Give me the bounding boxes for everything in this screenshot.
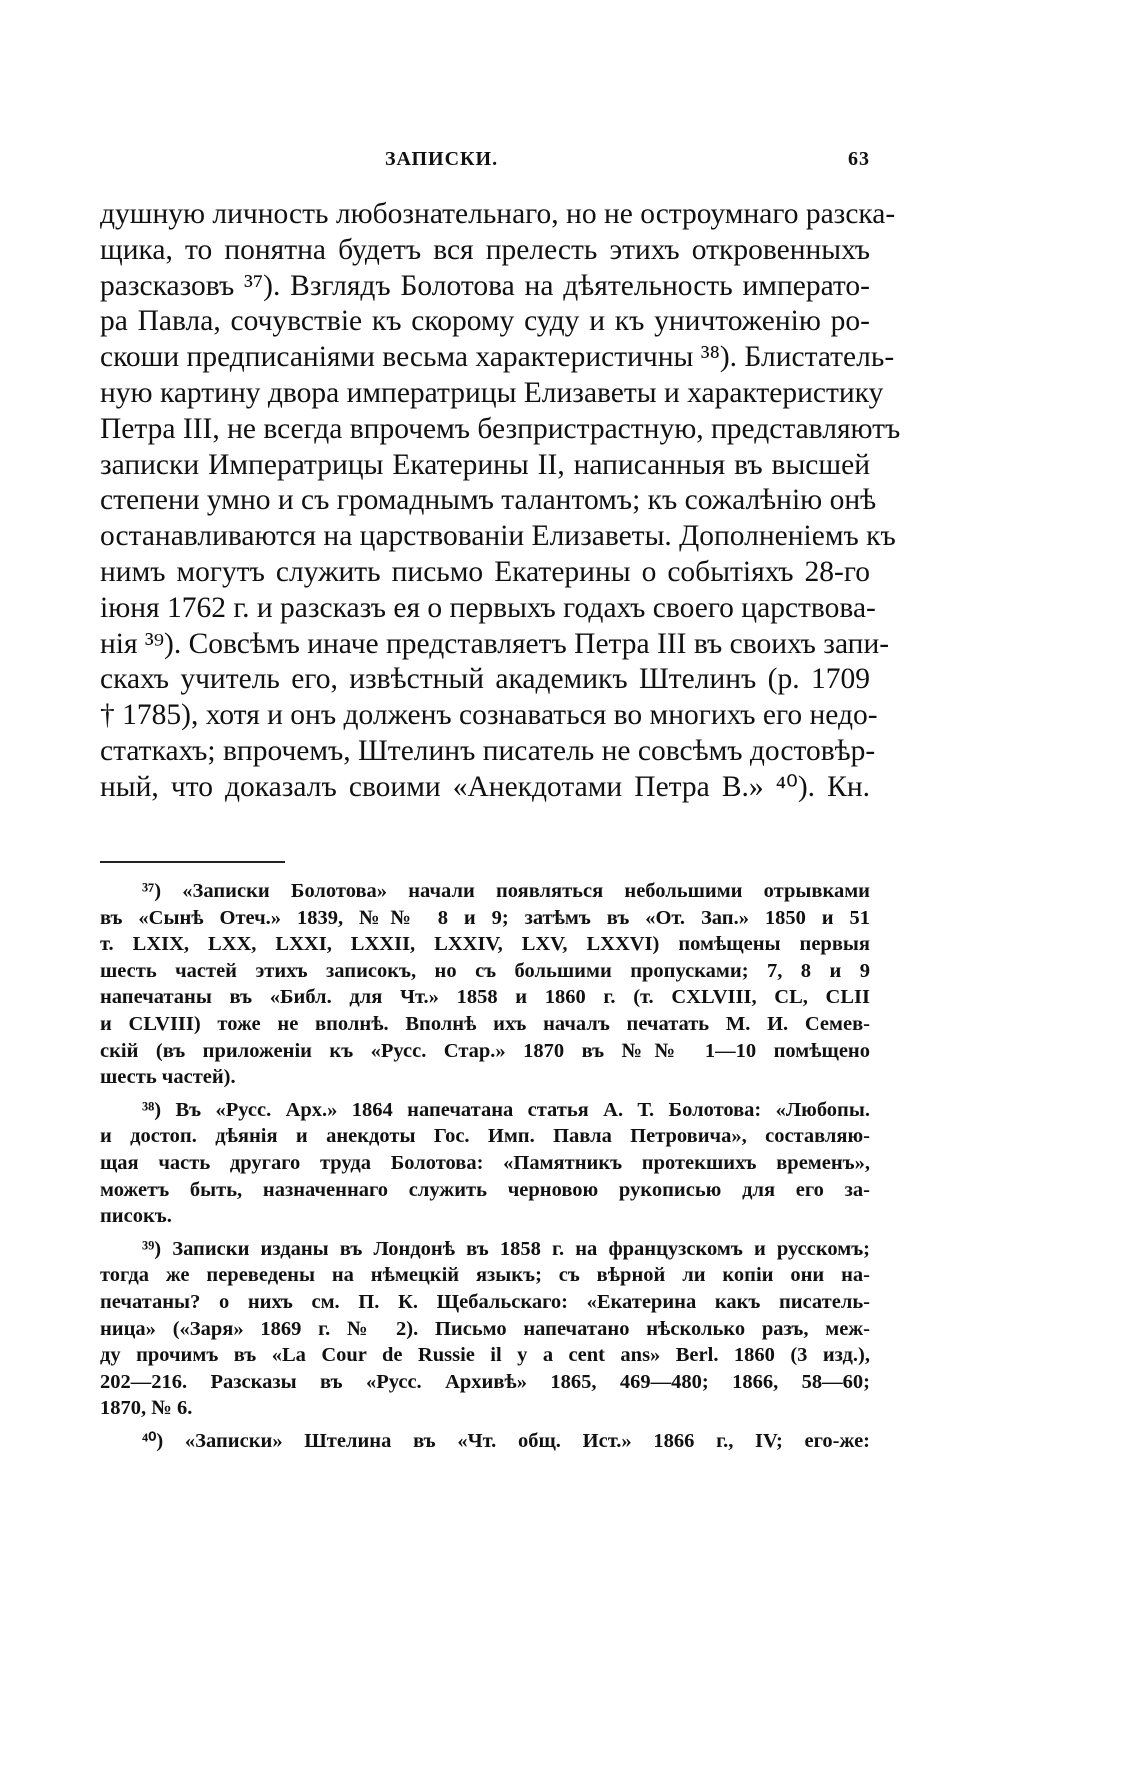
footnote-line: ³⁷) «Записки Болотова» начали появляться небольшими отрывками <box>142 880 870 902</box>
footnote-line: т. LXIX, LXX, LXXI, LXXII, LXXIV, LXV, LXXVI) помѣщены первыя <box>100 933 870 956</box>
footnote-line: ³⁹) Записки изданы въ Лондонѣ въ 1858 г. на французскомъ и русскомъ; <box>142 1237 870 1260</box>
footnote-line: можетъ быть, назначеннаго служить черновою рукописью для его за- <box>100 1178 870 1201</box>
text-line: записки Императрицы Екатерины II, написанныя въ высшей <box>100 448 870 481</box>
text-line: душную личность любознательнаго, но не остроумнаго разска- <box>100 198 896 230</box>
footnote-38 <box>100 1097 870 1230</box>
text-line: нія ³⁹). Совсѣмъ иначе представляетъ Петра III въ своихъ запи- <box>100 627 890 660</box>
text-line: ра Павла, сочувствіе къ скорому суду и къ уничтоженію ро- <box>100 305 870 338</box>
text-line: степени умно и съ громаднымъ талантомъ; къ сожалѣнію онѣ <box>100 484 877 517</box>
footnote-39 <box>100 1236 870 1422</box>
text-line: скоши предписаніями весьма характеристичны ³⁸). Блистатель- <box>100 341 895 374</box>
footnote-line: скій (въ приложеніи къ «Русс. Стар.» 1870 въ №№ 1—10 помѣщено <box>100 1039 870 1062</box>
footnote-line: щая часть другаго труда Болотова: «Памятникъ протекшихъ временъ», <box>100 1151 870 1174</box>
text-line: † 1785), хотя и онъ долженъ сознаваться во многихъ его недо- <box>100 699 878 732</box>
text-line: ный, что доказалъ своими «Анекдотами Петра В.» ⁴⁰). Кн. <box>100 770 870 803</box>
footnote-line: и CLVIII) тоже не вполнѣ. Вполнѣ ихъ началъ печатать М. И. Семев- <box>100 1012 870 1035</box>
text-line: ную картину двора императрицы Елизаветы и характеристику <box>100 376 884 409</box>
footnote-line: ⁴⁰) «Записки» Штелина въ «Чт. общ. Ист.» 1866 г., IV; его-же: <box>142 1429 870 1452</box>
text-line: нимъ могутъ служить письмо Екатерины о событіяхъ 28-го <box>100 555 870 588</box>
footnote-line: 202—216. Разсказы въ «Русс. Архивѣ» 1865, 469—480; 1866, 58—60; <box>100 1370 870 1393</box>
text-line: щика, то понятна будетъ вся прелесть этихъ откровенныхъ <box>100 233 870 266</box>
text-line: Петра III, не всегда впрочемъ безпристрастную, представляютъ <box>100 412 901 445</box>
footnote-separator <box>100 861 285 863</box>
text-line: статкахъ; впрочемъ, Штелинъ писатель не совсѣмъ достовѣр- <box>100 734 876 767</box>
footnote-line: и достоп. дѣянія и анекдоты Гос. Имп. Павла Петровича», составляю- <box>100 1125 870 1148</box>
footnote-line: печатаны? о нихъ см. П. К. Щебальскаго: «Екатерина какъ писатель- <box>100 1290 870 1313</box>
footnotes <box>100 878 870 1460</box>
text-line: останавливаются на царствованіи Елизаветы. Дополненіемъ къ <box>100 520 896 553</box>
text-line: скахъ учитель его, извѣстный академикъ Штелинъ (р. 1709 <box>100 663 870 696</box>
footnote-line: ³⁸) Въ «Русс. Арх.» 1864 напечатана статья А. Т. Болотова: «Любопы. <box>142 1098 870 1121</box>
footnote-line: шесть частей). <box>100 1066 236 1089</box>
footnote-line: 1870, № 6. <box>100 1397 193 1420</box>
footnote-line: ница» («Заря» 1869 г. № 2). Письмо напечатано нѣсколько разъ, меж- <box>100 1317 870 1340</box>
footnote-line: писокъ. <box>100 1205 172 1228</box>
footnote-line: въ «Сынѣ Отеч.» 1839, №№ 8 и 9; затѣмъ въ «От. Зап.» 1850 и 51 <box>100 906 870 929</box>
footnote-line: ду прочимъ въ «La Cour de Russie il y a cent ans» Berl. 1860 (3 изд.), <box>100 1344 870 1367</box>
footnote-line: напечатаны въ «Библ. для Чт.» 1858 и 1860 г. (т. CXLVIII, CL, CLII <box>100 986 870 1009</box>
page-number: 63 <box>848 148 870 170</box>
footnote-line: тогда же переведены на нѣмецкій языкъ; съ вѣрной ли копіи они на- <box>100 1264 870 1287</box>
footnote-37 <box>100 878 870 1091</box>
text-line: іюня 1762 г. и разсказъ ея о первыхъ годахъ своего царствова- <box>100 591 876 624</box>
main-text <box>100 197 901 806</box>
footnote-40 <box>100 1428 870 1455</box>
running-title: ЗАПИСКИ. <box>385 148 499 170</box>
text-line: разсказовъ ³⁷). Взглядъ Болотова на дѣятельность императо- <box>100 269 870 302</box>
footnote-line: шесть частей этихъ записокъ, но съ большими пропусками; 7, 8 и 9 <box>100 959 870 982</box>
